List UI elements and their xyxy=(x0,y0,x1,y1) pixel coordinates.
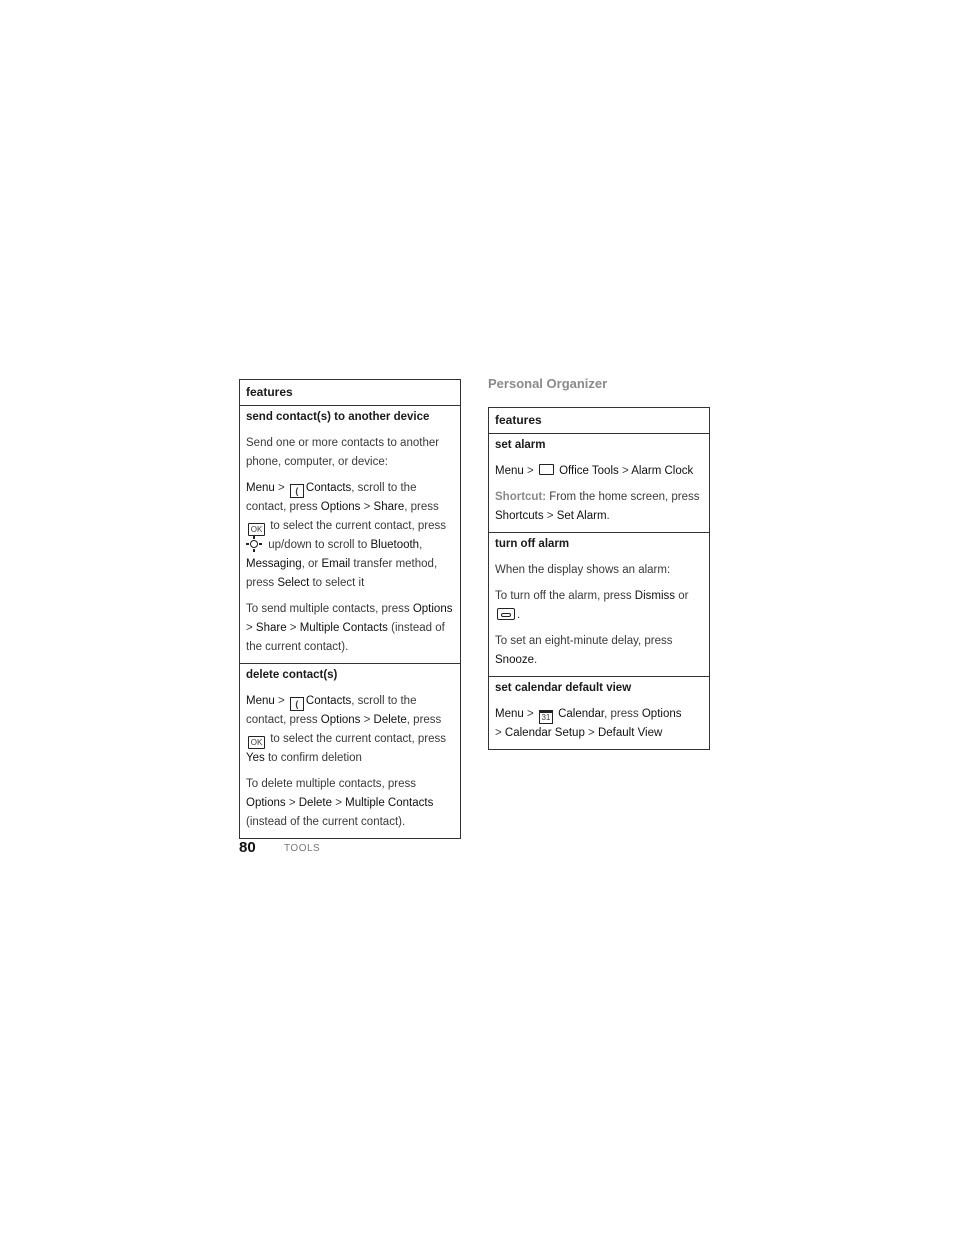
send-contacts-title: send contact(s) to another device xyxy=(246,411,430,423)
turn-off-alarm-title: turn off alarm xyxy=(495,538,570,550)
calendar-view-section xyxy=(489,677,709,749)
set-alarm-section xyxy=(489,434,709,533)
folder-icon xyxy=(539,464,554,475)
contacts-icon: ( xyxy=(290,697,304,711)
calendar-view-title: set calendar default view xyxy=(495,682,632,694)
turn-off-alarm-dismiss: To turn off the alarm, press Dismiss or . xyxy=(495,590,689,621)
send-contacts-intro: Send one or more contacts to another phone, computer, or device: xyxy=(246,437,440,468)
turn-off-alarm-snooze: To set an eight-minute delay, press Snooze. xyxy=(495,635,673,666)
set-alarm-title: set alarm xyxy=(495,439,546,451)
ok-key-icon: OK xyxy=(248,736,265,749)
delete-contacts-steps: Menu > ( Contacts, scroll to the contact, press Options > Delete, press OK to select the current contact, press Yes to confirm deletion xyxy=(246,695,446,764)
calendar-icon: 31 xyxy=(539,710,553,724)
delete-multiple-note: To delete multiple contacts, press Options > Delete > Multiple Contacts (instead of the current contact). xyxy=(246,778,434,828)
set-alarm-path: Menu > Office Tools > Alarm Clock xyxy=(495,465,694,477)
send-contacts-section xyxy=(240,406,460,664)
turn-off-alarm-intro: When the display shows an alarm: xyxy=(495,564,671,576)
contacts-icon: ( xyxy=(290,484,304,498)
features-table-organizer xyxy=(488,407,710,750)
table-header: features xyxy=(240,380,460,406)
page-number: 80 xyxy=(239,839,256,856)
table-header: features xyxy=(489,408,709,434)
delete-contacts-title: delete contact(s) xyxy=(246,669,338,681)
delete-contacts-section xyxy=(240,664,460,838)
ok-key-icon: OK xyxy=(248,523,265,536)
calendar-view-path: Menu > 31 Calendar, press Options > Calendar Setup > Default View xyxy=(495,708,682,739)
send-contacts-steps: Menu > ( Contacts, scroll to the contact, press Options > Share, press OK to select the current contact, press up/down to scroll to Bluetooth, Messaging, or Email transfer method, press Select to select it xyxy=(246,482,446,589)
send-multiple-note: To send multiple contacts, press Options > Share > Multiple Contacts (instead of the current contact). xyxy=(246,603,453,653)
power-key-icon xyxy=(497,608,515,620)
nav-key-icon xyxy=(246,536,262,552)
turn-off-alarm-section xyxy=(489,533,709,677)
section-heading: Personal Organizer xyxy=(488,376,608,391)
features-table-contacts xyxy=(239,379,461,839)
set-alarm-shortcut: Shortcut: From the home screen, press Shortcuts > Set Alarm. xyxy=(495,491,700,522)
section-label: TOOLS xyxy=(284,843,321,854)
shortcut-label: Shortcut: xyxy=(495,491,547,503)
